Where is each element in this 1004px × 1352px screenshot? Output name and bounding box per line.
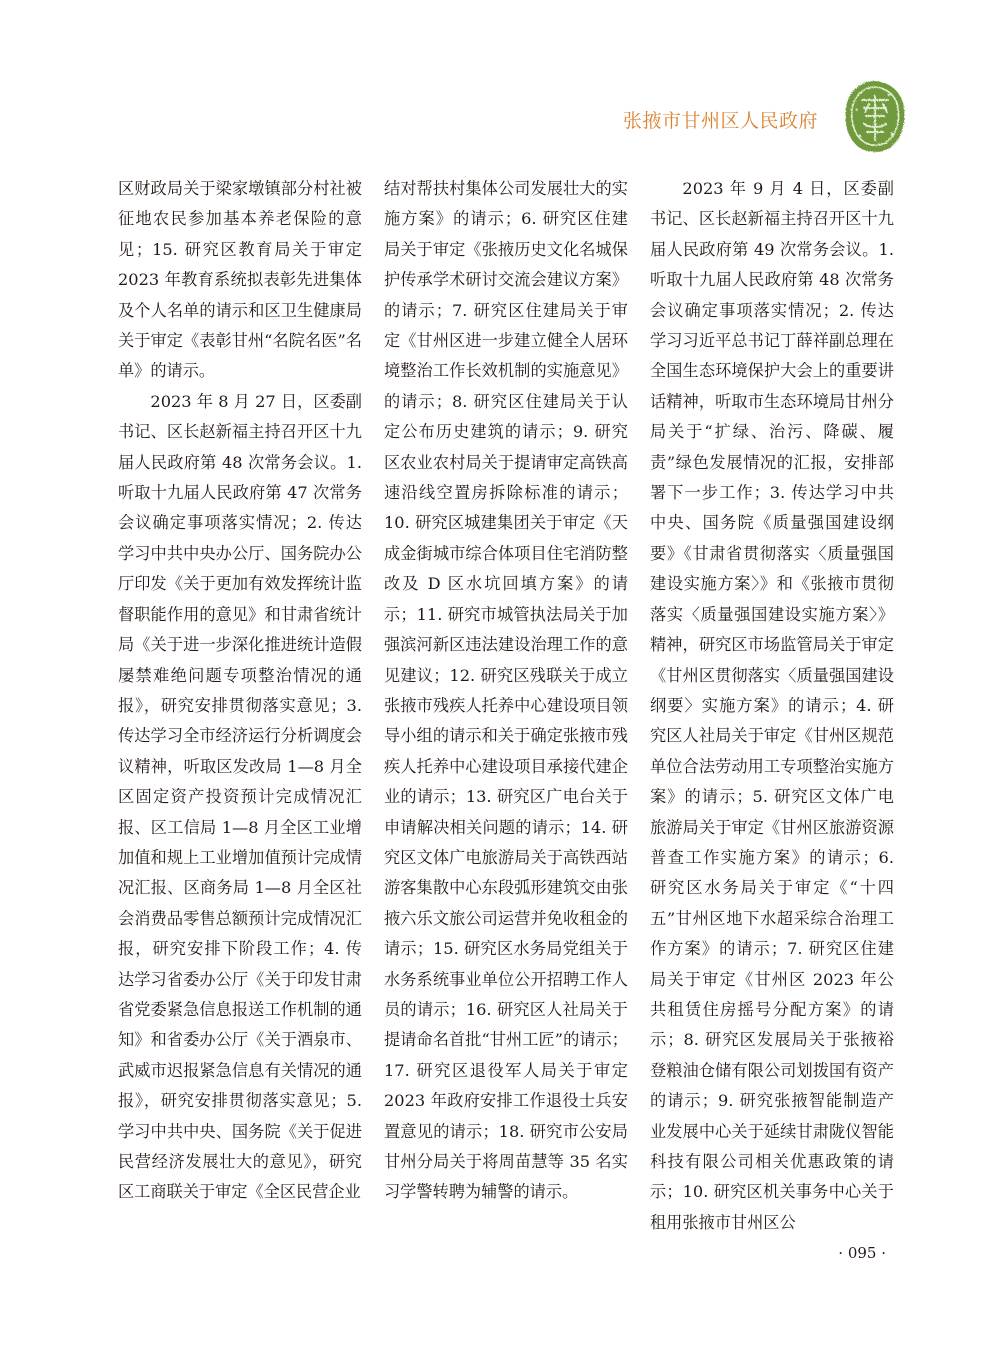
paragraph: 2023 年 8 月 27 日，区委副书记、区长赵新福主持召开区十九届人民政府第 48 次常务会议。1. 听取十九届人民政府第 47 次常务会议确定事项落实情况；2. 传达学习中共中央办公厅、国务院办公厅印发《关于更加有效发挥统计监督职能作用的意见》和甘肃省统计局《关于进一步深化推进统计造假屡禁难绝问题专项整治情况的通报》，研究安排贯彻落实意见；3. 传达学习全市经济运行分析调度会议精神，听取区发改局 1—8 月全区固定资产投资预计完成情况汇报、区工信局 1—8 月全区工业增加值和规上工业增加值预计完成情况汇报、区商务局 1—8 月全区社会消费品零售总额预计完成情况汇报，研究安排下阶段工作；4. 传达学习省委办公厅《关于印发甘肃省党委紧急信息报送工作机制的通知》和省委办公厅《关于酒泉市、武威市迟报紧急信息有关情况的通报》，研究安排贯彻落实意见；5. 学习中共中央、国务院《关于促进民营经济发展壮大的意见》，研究区工商联关于审定《全区民营企业 (118, 391, 362, 1202)
paragraph: 结对帮扶村集体公司发展壮大的实施方案》的请示；6. 研究区住建局关于审定《张掖历史文化名城保护传承学术研讨交流会建议方案》的请示；7. 研究区住建局关于审定《甘州区进一步建立健全人居环境整治工作长效机制的实施意见》的请示；8. 研究区住建局关于认定公布历史建筑的请示；9. 研究区农业农村局关于提请审定高铁高速沿线空置房拆除标准的请示；10. 研究区城建集团关于审定《天成金街城市综合体项目住宅消防整改及 D 区水坑回填方案》的请示；11. 研究市城管执法局关于加强滨河新区违法建设治理工作的意见建议；12. 研究区残联关于成立张掖市残疾人托养中心建设项目领导小组的请示和关于确定张掖市残疾人托养中心建设项目承接代建企业的请示；13. 研究区广电台关于申请解决相关问题的请示；14. 研究区文体广电旅游局关于高铁西站游客集散中心东段弧形建筑交由张掖六乐文旅公司运营并免收租金的请示；15. 研究区水务局党组关于水务系统事业单位公开招聘工作人员的请示；16. 研究区人社局关于提请命名首批“甘州工匠”的请示；17. 研究区退役军人局关于审定 2023 年政府安排工作退役士兵安置意见的请示；18. 研究市公安局甘州分局关于将周苗慧等 35 名实习学警转聘为辅警的请示。 (384, 179, 628, 1202)
header-title: 张掖市甘州区人民政府 (622, 110, 818, 132)
green-stamp-seal-icon (842, 78, 908, 154)
page-number: · 095 · (838, 1244, 886, 1262)
paragraph: 区财政局关于梁家墩镇部分村社被征地农民参加基本养老保险的意见；15. 研究区教育局关于审定 2023 年教育系统拟表彰先进集体及个人名单的请示和区卫生健康局关于审定《表彰甘州“名院名医”名单》的请示。 (118, 179, 362, 381)
text-column-1 (118, 174, 362, 1238)
article-body (118, 174, 894, 1238)
text-column-2 (384, 174, 628, 1238)
text-column-3 (650, 174, 894, 1238)
paragraph: 2023 年 9 月 4 日，区委副书记、区长赵新福主持召开区十九届人民政府第 49 次常务会议。1. 听取十九届人民政府第 48 次常务会议确定事项落实情况；2. 传达学习习近平总书记丁薛祥副总理在全国生态环境保护大会上的重要讲话精神，听取市生态环境局甘州分局关于“扩绿、治污、降碳、履责”绿色发展情况的汇报，安排部署下一步工作；3. 传达学习中共中央、国务院《质量强国建设纲要》《甘肃省贯彻落实〈质量强国建设实施方案〉》和《张掖市贯彻落实〈质量强国建设实施方案〉》精神，研究区市场监管局关于审定《甘州区贯彻落实〈质量强国建设纲要〉实施方案》的请示；4. 研究区人社局关于审定《甘州区规范单位合法劳动用工专项整治实施方案》的请示；5. 研究区文体广电旅游局关于审定《甘州区旅游资源普查工作实施方案》的请示；6. 研究区水务局关于审定《“十四五”甘州区地下水超采综合治理工作方案》的请示；7. 研究区住建局关于审定《甘州区 2023 年公共租赁住房摇号分配方案》的请示；8. 研究区发展局关于张掖裕登粮油仓储有限公司划拨国有资产的请示；9. 研究张掖智能制造产业发展中心关于延续甘肃陇仪智能科技有限公司相关优惠政策的请示；10. 研究区机关事务中心关于租用张掖市甘州区公 (650, 179, 894, 1232)
